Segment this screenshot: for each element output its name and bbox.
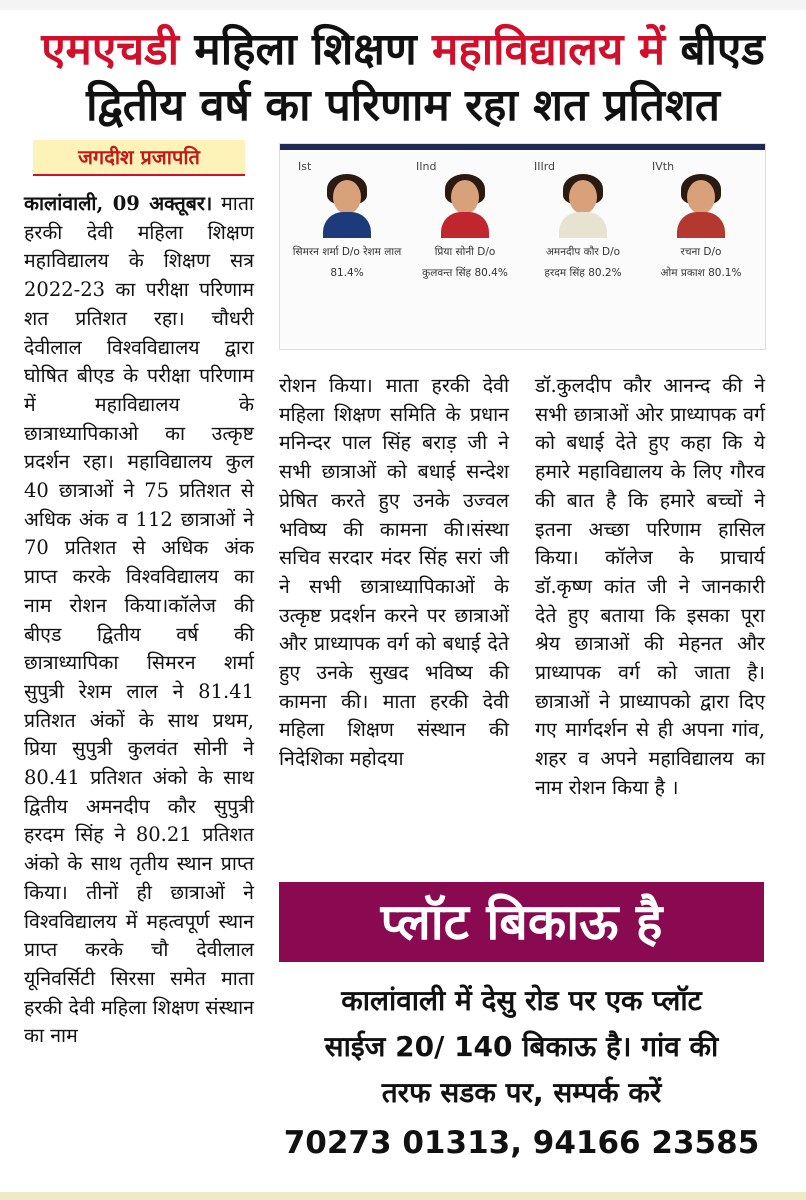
student-portrait (319, 170, 375, 238)
ad-title-banner: प्लॉट बिकाऊ है (279, 882, 764, 962)
student-caption-score: हरदम सिंह 80.2% (544, 267, 622, 279)
headline-line-2: द्वितीय वर्ष का परिणाम रहा शत प्रतिशत (86, 80, 720, 131)
student-rank: IInd (416, 160, 437, 173)
student-portrait (555, 170, 611, 238)
student-rank: IVth (652, 160, 675, 173)
dateline: कालांवाली, 09 अक्तूबर। (24, 192, 213, 215)
article-column-3: डॉ.कुलदीप कौर आनन्द की ने सभी छात्राओं ओर प्राध्यापक वर्ग को बधाई देते हुए कहा कि ये हमारे महाविद्यालय के लिए गौरव की बात है कि हमारे बच्चों ने इतना अच्छा परिणाम हासिल किया। कॉलेज के प्राचार्य डॉ.कृष्ण कांत जी ने जानकारी देते हुए बताया कि इसका पूरा श्रेय छात्राओं की मेहनत और प्राध्यापक वर्ग को जाता है। छात्राओं ने प्राध्यापको द्वारा दिए गए मार्गदर्शन से ही अपना गांव, शहर व अपने महाविद्यालय का नाम रोशन किया है । (535, 374, 765, 799)
ad-phone-numbers: 70273 01313, 94166 23585 (283, 1125, 760, 1161)
photo-top-bar (280, 144, 765, 150)
ad-line-3: तरफ सडक पर, सम्पर्क करें (381, 1076, 662, 1109)
headline-red-2: महाविद्यालय में (432, 24, 666, 75)
ad-line-2: साईज 20/ 140 बिकाऊ है। गांव की (324, 1030, 719, 1063)
article-column-2: रोशन किया। माता हरकी देवी महिला शिक्षण समिति के प्रधान मनिन्दर पाल सिंह बराड़ जी ने सभी छात्राओं को बधाई सन्देश प्रेषित करते हुए उनके उज्वल भविष्य की कामना की।संस्था सचिव सरदार मंदर सिंह सरां जी ने सभी छात्राध्यापिकाओं के उत्कृष्ट प्रदर्शन करने पर छात्राओं और प्राध्यापक वर्ग को बधाई देते हुए उनके सुखद भविष्य की कामना की। माता हरकी देवी महिला शिक्षण संस्थान की निदेशिका महोदया (279, 374, 509, 771)
student-card (410, 160, 520, 280)
headline-black-1: महिला शिक्षण (179, 24, 433, 75)
student-rank: IIIrd (534, 160, 556, 173)
student-card (292, 160, 402, 280)
student-caption-name: प्रिया सोनी D/o (434, 246, 496, 258)
article-text-1: माता हरकी देवी महिला शिक्षण महाविद्यालय के शिक्षण सत्र 2022-23 का परीक्षा परिणाम शत प्रतिशत रहा। चौधरी देवीलाल विश्वविद्यालय द्वारा घोषित बीएड के परीक्षा परिणाम में महाविद्यालय के छात्राध्यापिकाओ का उत्कृष्ट प्रदर्शन रहा। महाविद्यालय कुल 40 छात्राओं ने 75 प्रतिशत से अधिक अंक व 112 छात्राओं ने 70 प्रतिशत से अधिक अंक प्राप्त करके विश्वविद्यालय का नाम रोशन किया।कॉलेज की बीएड द्वितीय वर्ष की छात्राध्यापिका सिमरन शर्मा सुपुत्री रेशम लाल ने 81.41 प्रतिशत अंकों के साथ प्रथम, प्रिया सुपुत्री कुलवंत सोनी ने 80.41 प्रतिशत अंको के साथ द्वितीय अमनदीप कौर सुपुत्री हरदम सिंह ने 80.21 प्रतिशत अंको के साथ तृतीय स्थान प्राप्त किया। तीनों ही छात्राओं ने विश्वविद्यालय में महत्वपूर्ण स्थान प्राप्त करके चौ देवीलाल यूनिवर्सिटी सिरसा समेत माता हरकी देवी महिला शिक्षण संस्थान का नाम (24, 192, 254, 1048)
student-portrait (673, 170, 729, 238)
article-column-1 (24, 190, 254, 1051)
student-caption-score: ओम प्रकाश 80.1% (660, 267, 742, 279)
student-portrait (437, 170, 493, 238)
student-caption-name: रचना D/o (680, 246, 722, 258)
students-photo (279, 143, 766, 350)
student-caption-score: 81.4% (330, 267, 364, 279)
headline-red-1: एमएचडी (41, 24, 180, 75)
student-caption-name: सिमरन शर्मा D/o रेशम लाल (292, 246, 402, 258)
headline (10, 22, 796, 134)
headline-black-2: बीएड (665, 24, 765, 75)
student-card (646, 160, 756, 280)
student-caption-score: कुलवन्त सिंह 80.4% (422, 267, 508, 279)
ad-body (279, 966, 764, 1188)
ad-line-1: कालांवाली में देसु रोड पर एक प्लॉट (341, 984, 702, 1017)
student-rank: Ist (298, 160, 312, 173)
headline-line-1 (10, 22, 796, 78)
student-caption-name: अमनदीप कौर D/o (545, 246, 621, 258)
student-card (528, 160, 638, 280)
byline: जगदीश प्रजापति (33, 140, 245, 176)
bottom-strip (0, 1192, 806, 1200)
top-strip (0, 0, 806, 10)
